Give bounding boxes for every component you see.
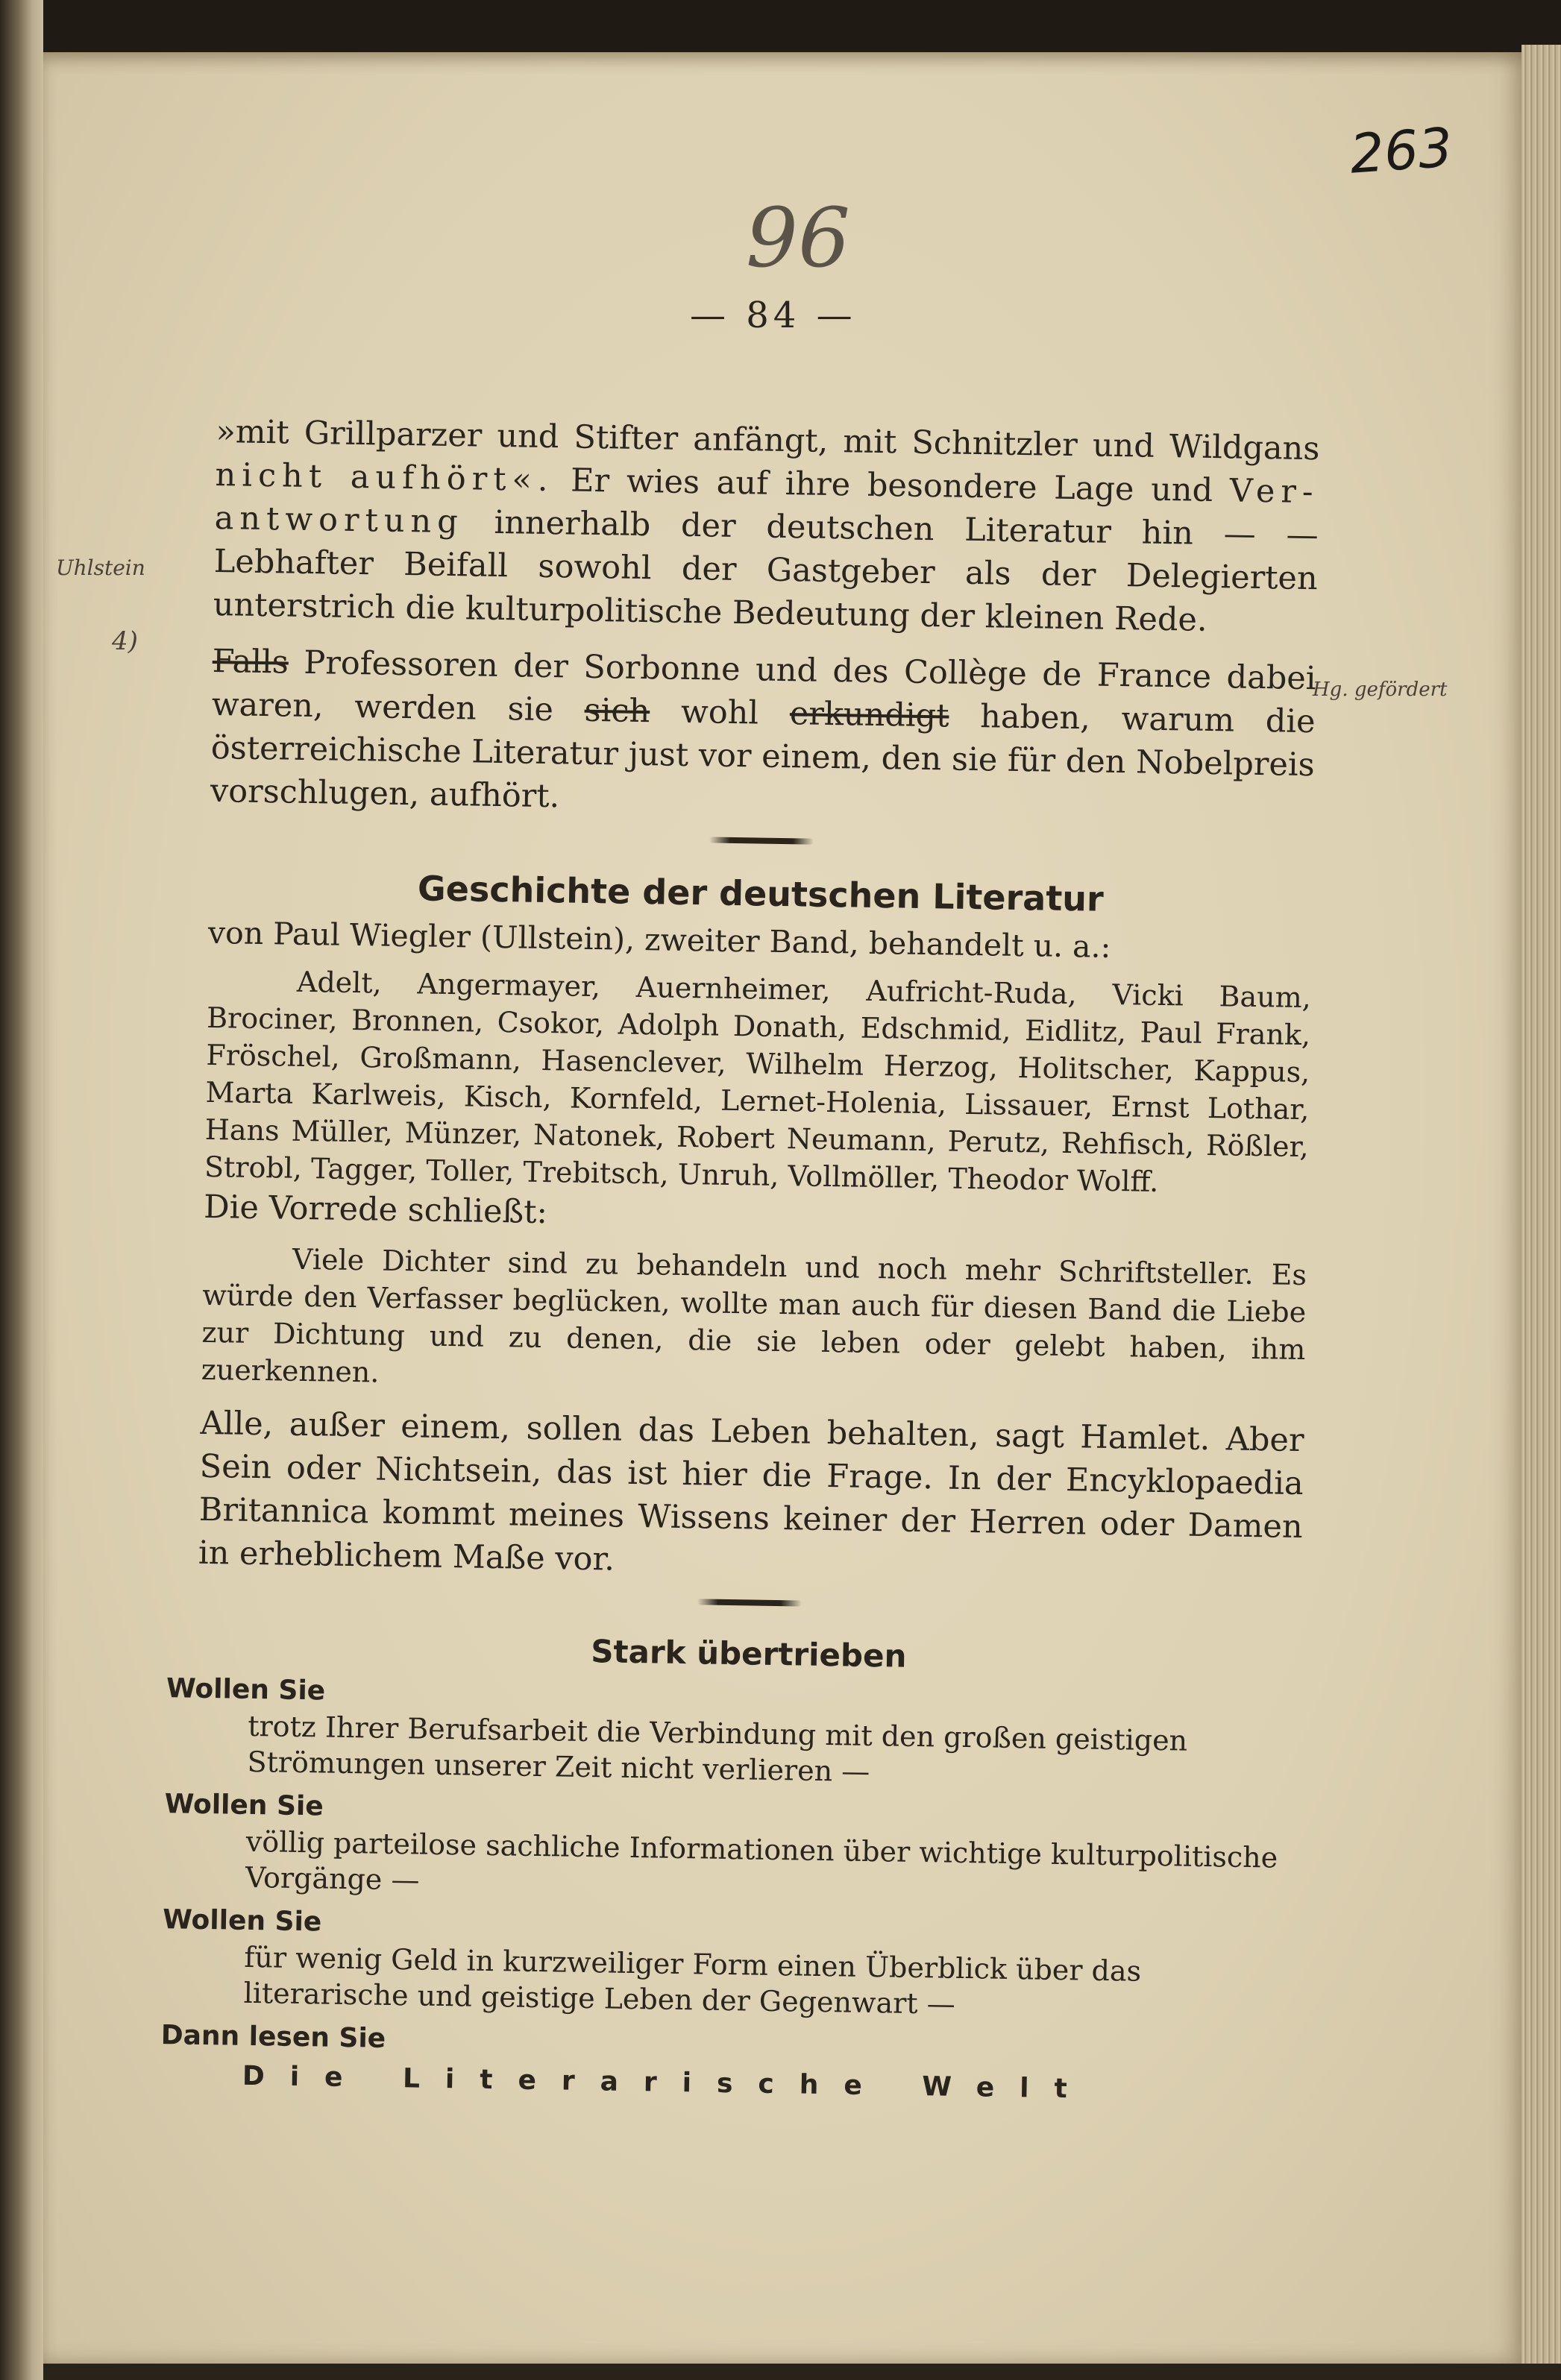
struck-word-1: Falls xyxy=(212,642,289,681)
ad-label-3: Wollen Sie xyxy=(162,1904,322,1938)
author-names-list: Adelt, Angermayer, Auernheimer, Aufricht-Ruda, Vicki Baum, Brociner, Bronnen, Csokor, Adolph Donath, Edschmid, Eidlitz, Paul Frank, Fröschel, Großmann, Hasenclever, Wilhelm Herzog, Holitscher, Kappus, Marta Karlweis, Kisch, Kornfeld, Lernet-Holenia, Lissauer, Ernst Lothar, Hans Müller, Münzer, Natonek, Robert Neumann, Perutz, Rehfisch, Rößler, Strobl, Tagger, Toller, Trebitsch, Unruh, Vollmöller, Theodor Wolff. xyxy=(204,965,1312,1198)
second-text-1: Professoren der Sorbonne und des Collège de France dabei waren, werden sie xyxy=(211,643,1316,729)
ad-final-title: Die Literarische Welt xyxy=(242,2060,1093,2105)
intro-line-3: innerhalb der deutschen Literatur hin — — Lebhafter Beifall sowohl der Gastgeber als der Delegierten unterstrich die kulturpolitische Bedeutung der kleinen Rede. xyxy=(213,503,1319,639)
page-edge-bottom xyxy=(43,2364,1561,2380)
margin-note-left-2: 4) xyxy=(112,626,138,656)
preface-quote: Viele Dichter sind zu behandeln und noch mehr Schriftsteller. Es würde den Verfasser beglücken, wollte man auch für diesen Band die Liebe zur Dichtung und zu denen, die sie leben oder gelebt haben, ihm zuerkennen. xyxy=(201,1242,1307,1389)
printed-page-number: — 84 — xyxy=(690,295,857,336)
ad-label-2: Wollen Sie xyxy=(164,1789,324,1822)
intro-paragraph xyxy=(213,410,1319,643)
section-divider-2 xyxy=(697,1599,802,1606)
book-spine-left xyxy=(0,0,43,2380)
margin-note-left-1: Uhlstein xyxy=(56,555,145,580)
intro-line-1: »mit Grillparzer und Stifter anfängt, mit Schnitzler und Wildgans xyxy=(216,412,1320,468)
second-text-3: haben, warum die österreichische Literatur just vor einem, den sie für den Nobelpreis vorschlugen, aufhört. xyxy=(210,697,1316,816)
struck-word-2: sich xyxy=(584,691,650,731)
section-1-subheading: von Paul Wiegler (Ullstein), zweiter Band, behandelt u. a.: xyxy=(207,914,1111,965)
page-text-block xyxy=(160,410,1320,2108)
ad-label-1: Wollen Sie xyxy=(166,1673,326,1707)
section-1-heading: Geschichte der deutschen Literatur xyxy=(417,868,1105,919)
intro-spaced-1: nicht aufhört«. xyxy=(215,456,554,500)
margin-note-right-1: Hg. gefördert xyxy=(1313,679,1448,701)
ad-text-2: völlig parteilose sachliche Informationen über wichtige kulturpolitische Vorgänge — xyxy=(245,1825,1278,1897)
intro-spaced-2: Ver- xyxy=(1229,472,1319,511)
preface-intro: Die Vorrede schließt: xyxy=(203,1188,548,1232)
ad-final-label: Dann lesen Sie xyxy=(160,2020,386,2054)
second-paragraph xyxy=(210,640,1316,830)
intro-line-2: Er wies auf ihre besondere Lage und xyxy=(553,462,1231,510)
struck-word-3: erkundigt xyxy=(789,695,949,735)
ad-text-1: trotz Ihrer Berufsarbeit die Verbindung mit den großen geistigen Strömungen unserer Zeit nicht verlieren — xyxy=(247,1709,1188,1788)
page-edges-right xyxy=(1521,45,1561,2380)
ad-text-3: für wenig Geld in kurzweiliger Form einen Überblick über das literarische und geistige Leben der Gegenwart — xyxy=(243,1940,1142,2021)
handwritten-page-number: 96 xyxy=(746,190,850,286)
intro-spaced-3: antwortung xyxy=(214,499,465,541)
section-2-heading: Stark übertrieben xyxy=(590,1633,907,1675)
section-divider-1 xyxy=(709,837,814,844)
handwritten-folio-number: 263 xyxy=(1348,116,1455,186)
closing-paragraph: Alle, außer einem, sollen das Leben behalten, sagt Hamlet. Aber Sein oder Nichtsein, das ist hier die Frage. In der Encyklopaedia Britannica kommt meines Wissens keiner der Herren oder Damen in erheblichem Maße vor. xyxy=(198,1404,1304,1578)
second-text-2: wohl xyxy=(649,693,791,733)
